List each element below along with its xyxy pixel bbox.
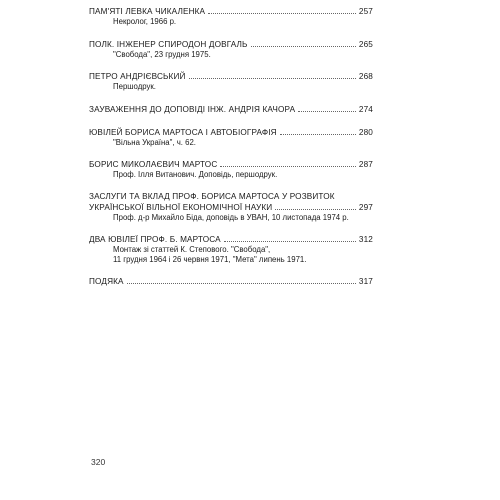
entry-page: 257 <box>358 7 373 16</box>
entry-page: 312 <box>358 235 373 245</box>
entry-page: 268 <box>358 72 373 82</box>
entry-source: Першодрук. <box>113 82 156 92</box>
toc-entry <box>89 39 373 60</box>
entry-title: ДВА ЮВІЛЕЇ ПРОФ. Б. МАРТОСА <box>89 235 221 245</box>
entry-page: 274 <box>358 104 373 114</box>
entry-source: 11 грудня 1964 і 26 червня 1971, "Мета" липень 1971. <box>113 254 307 264</box>
toc-entry <box>89 6 373 27</box>
entry-page: 280 <box>358 127 373 137</box>
entry-page: 287 <box>358 160 373 170</box>
entry-page: 265 <box>358 39 373 49</box>
entry-title: ПОЛК. ІНЖЕНЕР СПИРОДОН ДОВГАЛЬ <box>89 39 248 49</box>
dot-leader <box>127 276 356 284</box>
dot-leader <box>251 39 356 47</box>
dot-leader <box>280 127 356 135</box>
entry-source: Монтаж зі статтей К. Степового. "Свобода", <box>113 245 271 255</box>
entry-title: ПОДЯКА <box>89 277 124 287</box>
entry-title: ПЕТРО АНДРІЄВСЬКИЙ <box>89 72 186 82</box>
entry-title: ЗАУВАЖЕННЯ ДО ДОПОВІДІ ІНЖ. АНДРІЯ КАЧОРА <box>89 104 296 114</box>
toc-entry <box>89 104 373 115</box>
entry-title: ЮВІЛЕЙ БОРИСА МАРТОСА І АВТОБІОГРАФІЯ <box>89 127 277 137</box>
entry-source: "Вільна Україна", ч. 62. <box>113 137 196 147</box>
dot-leader <box>275 202 356 210</box>
entry-title: ПАМ'ЯТІ ЛЕВКА ЧИКАЛЕНКА <box>89 7 206 16</box>
page-number: 320 <box>91 457 106 467</box>
entry-source: "Свобода", 23 грудня 1975. <box>113 49 211 59</box>
toc-entry <box>89 192 373 222</box>
toc-entry <box>89 159 373 180</box>
toc-entry <box>89 276 373 287</box>
entry-page: 297 <box>358 202 373 212</box>
dot-leader <box>189 71 356 79</box>
toc-entry <box>89 71 373 92</box>
dot-leader <box>208 6 356 14</box>
dot-leader <box>220 159 355 167</box>
toc-entry <box>89 234 373 264</box>
entry-source: Проф. Ілля Витанович. Доповідь, першодрук. <box>113 170 278 180</box>
entry-title: ЗАСЛУГИ ТА ВКЛАД ПРОФ. БОРИСА МАРТОСА У РОЗВИТОК <box>89 191 335 201</box>
entry-title: УКРАЇНСЬКОЇ ВІЛЬНОЇ ЕКОНОМІЧНОЇ НАУКИ <box>89 202 273 212</box>
dot-leader <box>224 234 356 242</box>
toc-entry <box>89 127 373 148</box>
entry-source: Некролог, 1966 р. <box>113 17 177 26</box>
dot-leader <box>298 104 356 112</box>
entry-source: Проф. д-р Михайло Біда, доповідь в УВАН, 10 листопада 1974 р. <box>113 212 349 222</box>
entry-page: 317 <box>358 277 373 287</box>
entry-title: БОРИС МИКОЛАЄВИЧ МАРТОС <box>89 160 218 170</box>
table-of-contents <box>89 6 373 293</box>
